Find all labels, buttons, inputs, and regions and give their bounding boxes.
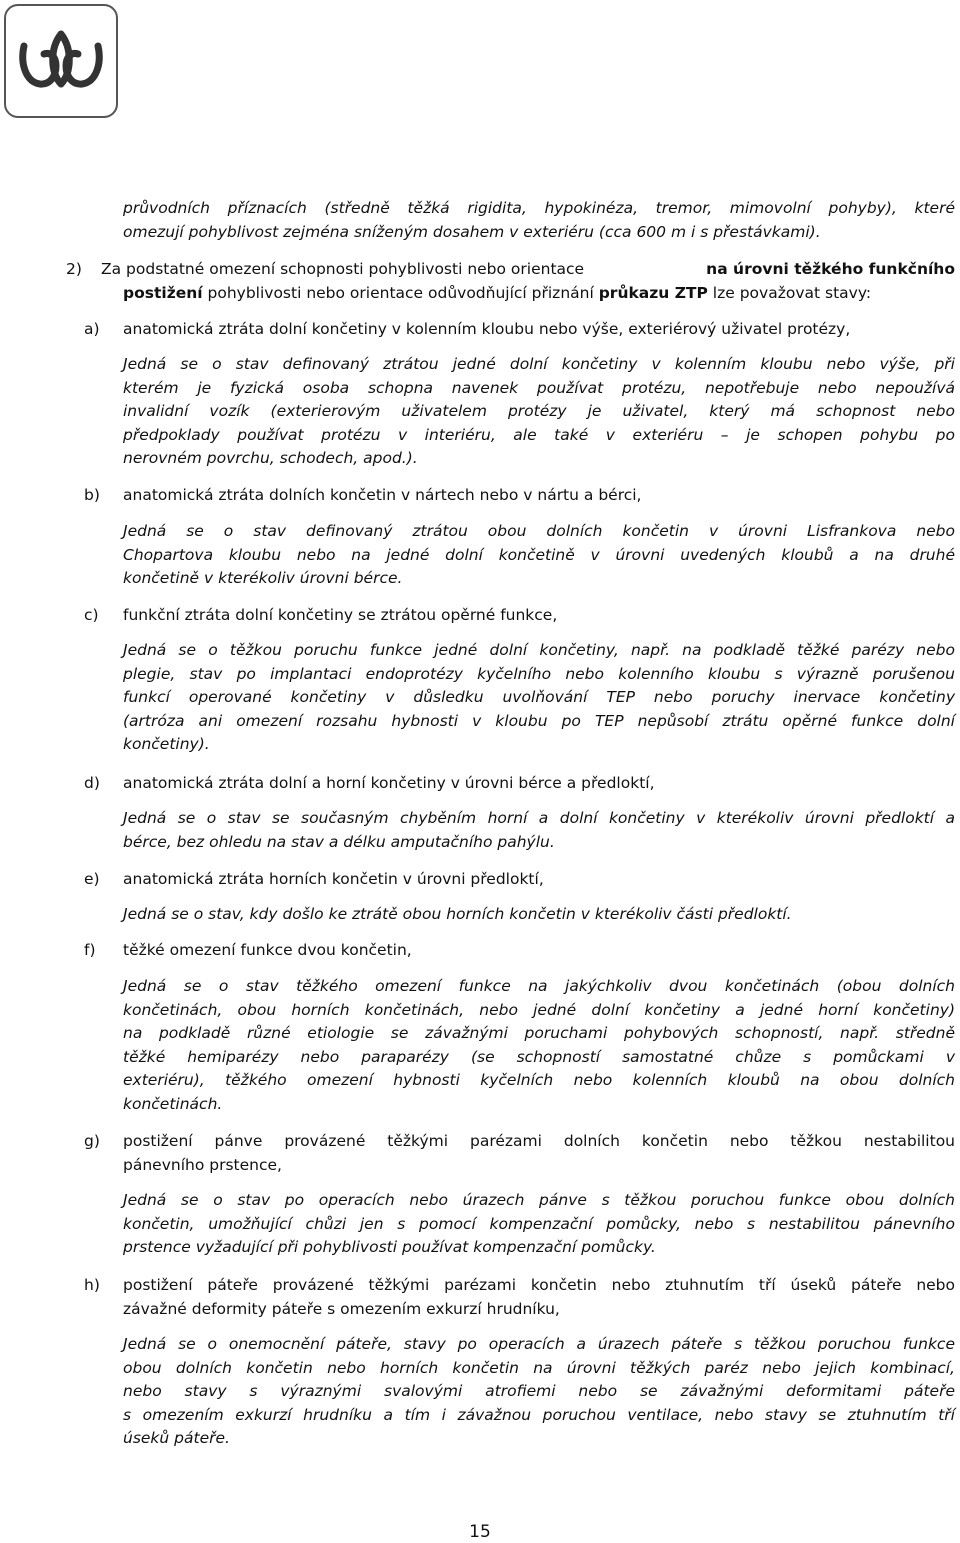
- item-detail: [123, 520, 955, 591]
- intro-line: průvodních příznacích (středně těžká rigidita, hypokinéza, tremor, mimovolní pohyby), které: [123, 199, 955, 217]
- detail-line: s omezením exkurzí hrudníku a tím i závažnou poruchou ventilace, nebo stavy se ztuhnutím tří: [123, 1405, 955, 1424]
- heading-line: závažné deformity páteře s omezením exkurzí hrudníku,: [123, 1299, 560, 1318]
- detail-line: Jedná se o stav po operacích nebo úrazech pánve s těžkou poruchou funkce obou dolních: [123, 1191, 955, 1209]
- detail-line: Jedná se o onemocnění páteře, stavy po operacích a úrazech páteře s těžkou poruchou funkce: [123, 1335, 955, 1353]
- detail-line: předpoklady používat protézu v interiéru, ale také v exteriéru – je schopen pohybu po: [123, 425, 955, 444]
- logo: [4, 4, 118, 118]
- point2-line2: [123, 282, 871, 306]
- detail-line: končetiny).: [123, 735, 210, 753]
- detail-line: těžké hemiparézy nebo paraparézy (se schopností samostatné chůze s pomůckami v: [123, 1047, 955, 1066]
- item-detail: [123, 975, 955, 1116]
- item-heading: [123, 1274, 955, 1321]
- item-detail: [123, 1189, 955, 1260]
- page-number: 15: [469, 1522, 491, 1542]
- point2-bold-text: průkazu ZTP: [598, 284, 708, 302]
- item-heading: těžké omezení funkce dvou končetin,: [123, 941, 412, 959]
- item-label: c): [84, 606, 99, 624]
- point2-bold-text: postižení: [123, 284, 203, 302]
- item-label: f): [84, 941, 96, 959]
- detail-line: končetinách, obou horních končetinách, nebo jedné dolní končetiny a jedné horní končetiny): [123, 1000, 955, 1019]
- item-label: g): [84, 1132, 100, 1150]
- point-number: 2): [66, 260, 82, 278]
- detail-line: Jedná se o stav definovaný ztrátou obou dolních končetin v úrovni Lisfrankova nebo: [123, 522, 955, 540]
- detail-line: nerovném povrchu, schodech, apod.).: [123, 449, 418, 467]
- item-detail: [123, 807, 955, 854]
- item-detail: [123, 353, 955, 471]
- detail-line: na podkladě různé etiologie se závažnými poruchami pohybových schopností, např. středně: [123, 1024, 955, 1042]
- detail-line: končetin, umožňující chůzi jen s pomocí kompenzační pomůcky, nebo s nestabilitou pánevního: [123, 1214, 955, 1233]
- detail-line: funkcí operované končetiny v důsledku uvolňování TEP nebo poruchy inervace končetiny: [123, 688, 955, 706]
- lotus-logo-icon: [6, 6, 116, 116]
- point2-text: Za podstatné omezení schopnosti pohyblivosti nebo orientace: [101, 260, 590, 278]
- detail-line: Chopartova kloubu nebo na jedné dolní končetině v úrovni uvedených kloubů a na druhé: [123, 545, 955, 564]
- point2-text: pohyblivosti nebo orientace odůvodňující přiznání: [202, 284, 599, 302]
- detail-line: exteriéru), těžkého omezení hybnosti kyčelních nebo kolenních kloubů na obou dolních: [123, 1071, 955, 1089]
- detail-line: Jedná se o stav těžkého omezení funkce na jakýchkoliv dvou končetinách (obou dolních: [123, 977, 955, 995]
- detail-line: invalidní vozík (exterierovým uživatelem protézy je uživatel, který má schopnost nebo: [123, 402, 955, 420]
- item-heading: anatomická ztráta dolních končetin v nártech nebo v nártu a bérci,: [123, 486, 642, 504]
- item-detail: [123, 903, 955, 927]
- detail-line: Jedná se o stav, kdy došlo ke ztrátě obou horních končetin v kterékoliv části předloktí.: [123, 905, 792, 923]
- detail-line: končetinách.: [123, 1094, 223, 1113]
- detail-line: plegie, stav po implantaci endoprotézy kyčelního nebo kolenního kloubu s výrazně porušenou: [123, 664, 955, 683]
- heading-line: postižení pánve provázené těžkými parézami dolních končetin nebo těžkou nestabilitou: [123, 1132, 955, 1150]
- item-heading: [123, 1130, 955, 1177]
- detail-line: prstence vyžadující při pohyblivosti používat kompenzační pomůcky.: [123, 1238, 656, 1256]
- detail-line: Jedná se o těžkou poruchu funkce jedné dolní končetiny, např. na podkladě těžké parézy nebo: [123, 641, 955, 659]
- heading-line: pánevního prstence,: [123, 1155, 282, 1174]
- detail-line: končetině v kterékoliv úrovni bérce.: [123, 569, 403, 587]
- intro-line: omezují pohyblivost zejména sníženým dosahem v exteriéru (cca 600 m i s přestávkami).: [123, 222, 821, 241]
- item-heading: funkční ztráta dolní končetiny se ztrátou opěrné funkce,: [123, 606, 558, 624]
- item-label: h): [84, 1276, 100, 1294]
- item-heading: anatomická ztráta dolní a horní končetiny v úrovni bérce a předloktí,: [123, 774, 655, 792]
- item-heading: anatomická ztráta horních končetin v úrovni předloktí,: [123, 870, 544, 888]
- detail-line: Jedná se o stav definovaný ztrátou jedné dolní končetiny v kolenním kloubu nebo výše, při: [123, 355, 955, 373]
- heading-line: postižení páteře provázené těžkými parézami končetin nebo ztuhnutím tří úseků páteře nebo: [123, 1276, 955, 1294]
- item-detail: [123, 1333, 955, 1451]
- detail-line: Jedná se o stav se současným chyběním horní a dolní končetiny v kterékoliv úrovni předloktí a: [123, 809, 955, 827]
- point2-line1: [101, 258, 955, 282]
- detail-line: nebo stavy s výraznými svalovými atrofiemi nebo se závažnými deformitami páteře: [123, 1382, 955, 1400]
- item-detail: [123, 639, 955, 757]
- item-label: a): [84, 320, 100, 338]
- item-heading: anatomická ztráta dolní končetiny v kolenním kloubu nebo výše, exteriérový uživatel protézy,: [123, 320, 851, 338]
- detail-line: úseků páteře.: [123, 1429, 230, 1447]
- detail-line: bérce, bez ohledu na stav a délku amputačního pahýlu.: [123, 832, 555, 851]
- intro-paragraph: [123, 197, 955, 244]
- detail-line: kterém je fyzická osoba schopna navenek používat protézu, nepotřebuje nebo nepoužívá: [123, 378, 955, 397]
- item-label: d): [84, 774, 100, 792]
- point2-bold-text: na úrovni těžkého funkčního: [706, 260, 955, 278]
- detail-line: obou dolních končetin nebo horních končetin na úrovni těžkých paréz nebo jejich kombinací,: [123, 1358, 955, 1377]
- point2-text: lze považovat stavy:: [707, 284, 872, 302]
- detail-line: (artróza ani omezení rozsahu hybnosti v kloubu po TEP nepůsobí ztrátu opěrné funkce dolní: [123, 711, 955, 730]
- item-label: b): [84, 486, 100, 504]
- item-label: e): [84, 870, 100, 888]
